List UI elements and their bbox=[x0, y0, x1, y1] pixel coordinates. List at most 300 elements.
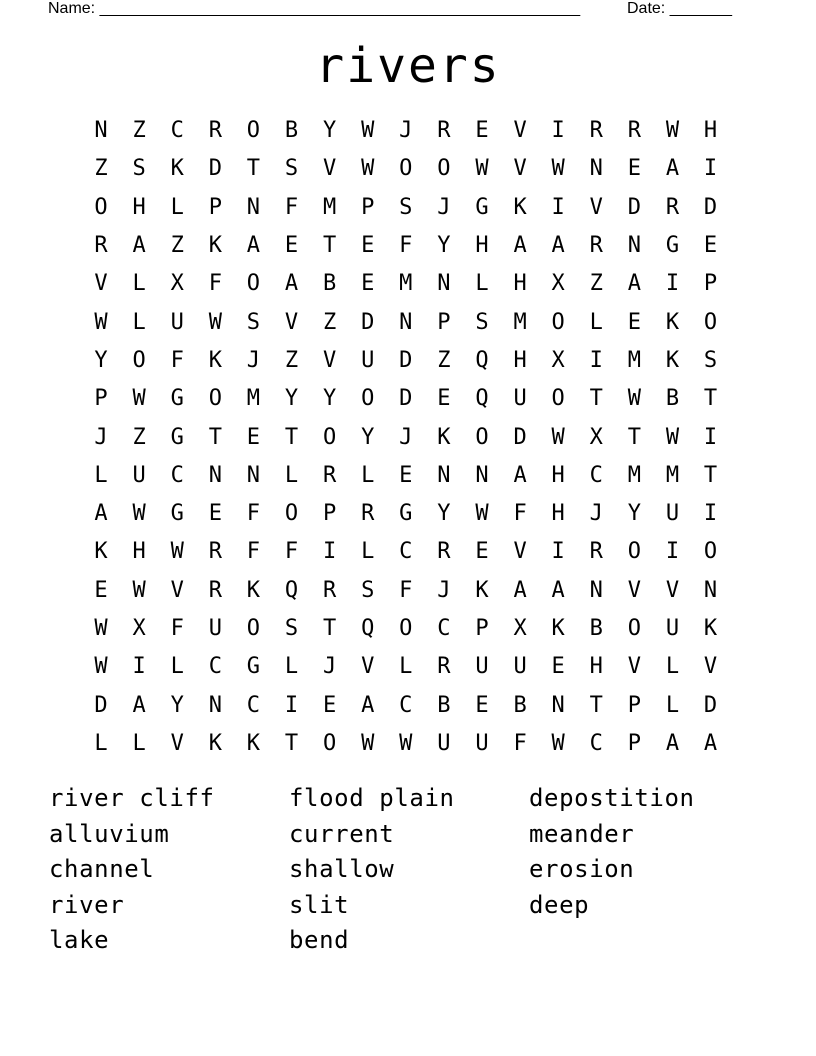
grid-cell: A bbox=[94, 501, 108, 527]
grid-cell: O bbox=[322, 730, 337, 756]
grid-cell: A bbox=[551, 233, 565, 259]
grid-cell: W bbox=[132, 386, 146, 412]
grid-cell: X bbox=[170, 271, 184, 297]
grid-cell: W bbox=[475, 156, 489, 182]
grid-cell: H bbox=[551, 501, 565, 527]
word-bank-item: lake bbox=[49, 926, 110, 954]
grid-cell: O bbox=[208, 386, 222, 412]
grid-row bbox=[82, 112, 730, 150]
grid-cell: V bbox=[627, 654, 641, 680]
grid-cell: K bbox=[475, 577, 489, 603]
grid-cell: L bbox=[94, 730, 108, 756]
grid-cell: U bbox=[665, 616, 680, 641]
grid-cell: A bbox=[284, 271, 299, 297]
grid-cell: L bbox=[132, 309, 146, 335]
grid-cell: P bbox=[627, 692, 641, 718]
grid-cell: F bbox=[284, 539, 299, 565]
grid-cell: N bbox=[208, 462, 222, 488]
grid-cell: G bbox=[665, 233, 680, 259]
grid-cell: B bbox=[589, 616, 603, 641]
grid-cell: O bbox=[284, 501, 299, 527]
page-title: rivers bbox=[315, 38, 501, 94]
grid-cell: Z bbox=[132, 118, 146, 144]
grid-cell: E bbox=[551, 654, 565, 680]
grid-cell: W bbox=[627, 386, 641, 412]
grid-cell: T bbox=[627, 424, 641, 450]
grid-cell: S bbox=[132, 156, 146, 182]
grid-cell: J bbox=[399, 424, 413, 450]
grid-cell: J bbox=[94, 424, 108, 450]
grid-cell: G bbox=[246, 654, 261, 680]
grid-cell: P bbox=[703, 271, 718, 297]
grid-cell: U bbox=[475, 654, 489, 680]
grid-cell: T bbox=[322, 616, 337, 641]
grid-cell: M bbox=[399, 271, 413, 297]
grid-cell: V bbox=[589, 194, 603, 220]
grid-row bbox=[82, 265, 730, 303]
grid-cell: D bbox=[627, 194, 641, 220]
grid-row bbox=[82, 342, 730, 380]
grid-cell: I bbox=[284, 692, 299, 718]
grid-cell: V bbox=[322, 156, 337, 182]
letter-grid bbox=[82, 112, 730, 763]
grid-cell: W bbox=[361, 730, 375, 756]
grid-cell: Y bbox=[437, 233, 451, 259]
grid-cell: A bbox=[132, 233, 146, 259]
grid-cell: W bbox=[94, 654, 108, 680]
grid-cell: O bbox=[551, 309, 565, 335]
grid-cell: H bbox=[132, 539, 146, 565]
grid-cell: L bbox=[399, 654, 413, 680]
grid-row bbox=[82, 380, 730, 418]
grid-cell: L bbox=[170, 194, 184, 220]
grid-cell: F bbox=[246, 501, 261, 527]
grid-cell: L bbox=[284, 654, 299, 680]
grid-cell: H bbox=[513, 271, 527, 297]
grid-cell: O bbox=[437, 156, 451, 182]
grid-cell: E bbox=[246, 424, 261, 450]
grid-cell: W bbox=[551, 424, 565, 450]
grid-cell: K bbox=[665, 309, 680, 335]
grid-cell: H bbox=[551, 462, 565, 488]
grid-cell: I bbox=[703, 424, 718, 450]
word-bank-item: alluvium bbox=[49, 819, 170, 848]
grid-cell: S bbox=[284, 616, 299, 641]
grid-cell: Z bbox=[132, 424, 146, 450]
grid-cell: W bbox=[361, 118, 375, 144]
grid-cell: I bbox=[589, 347, 603, 373]
grid-cell: E bbox=[475, 118, 489, 144]
grid-cell: R bbox=[437, 539, 451, 565]
grid-cell: I bbox=[322, 539, 337, 565]
grid-row bbox=[82, 686, 730, 724]
grid-cell: Y bbox=[322, 386, 337, 412]
grid-cell: O bbox=[246, 616, 261, 641]
grid-cell: H bbox=[589, 654, 603, 680]
grid-cell: O bbox=[94, 194, 108, 220]
grid-cell: T bbox=[589, 386, 603, 412]
grid-cell: V bbox=[513, 118, 527, 144]
grid-cell: W bbox=[132, 501, 146, 527]
grid-cell: Y bbox=[322, 118, 337, 144]
grid-cell: O bbox=[322, 424, 337, 450]
grid-cell: I bbox=[551, 539, 565, 565]
grid-cell: D bbox=[399, 386, 413, 412]
grid-cell: F bbox=[208, 271, 222, 297]
grid-cell: T bbox=[284, 424, 299, 450]
grid-row bbox=[82, 572, 730, 610]
grid-cell: E bbox=[475, 692, 489, 718]
grid-cell: T bbox=[703, 462, 718, 488]
grid-cell: D bbox=[703, 692, 718, 718]
grid-cell: G bbox=[399, 501, 413, 527]
grid-row bbox=[82, 150, 730, 188]
grid-cell: F bbox=[284, 194, 299, 220]
grid-cell: E bbox=[208, 501, 222, 527]
grid-cell: W bbox=[475, 501, 489, 527]
grid-cell: K bbox=[246, 730, 261, 756]
grid-cell: I bbox=[665, 271, 680, 297]
grid-cell: T bbox=[589, 692, 603, 718]
grid-cell: H bbox=[132, 194, 146, 220]
grid-cell: E bbox=[475, 539, 489, 565]
grid-cell: Z bbox=[437, 347, 451, 373]
grid-cell: W bbox=[665, 424, 680, 450]
grid-cell: N bbox=[399, 309, 413, 335]
grid-cell: M bbox=[627, 462, 641, 488]
grid-cell: U bbox=[170, 309, 184, 335]
grid-cell: K bbox=[208, 347, 222, 373]
grid-cell: Y bbox=[361, 424, 375, 450]
grid-cell: A bbox=[665, 156, 680, 182]
grid-cell: D bbox=[361, 309, 375, 335]
grid-cell: A bbox=[551, 577, 565, 603]
grid-cell: W bbox=[208, 309, 222, 335]
grid-cell: T bbox=[284, 730, 299, 756]
grid-cell: N bbox=[703, 577, 718, 603]
grid-cell: L bbox=[361, 462, 375, 488]
grid-cell: W bbox=[551, 730, 565, 756]
word-bank-item: shallow bbox=[289, 855, 395, 883]
grid-cell: U bbox=[475, 730, 489, 756]
grid-cell: E bbox=[284, 233, 299, 259]
grid-cell: Z bbox=[589, 271, 603, 297]
grid-row bbox=[82, 610, 730, 648]
grid-cell: N bbox=[551, 692, 565, 718]
grid-cell: R bbox=[208, 539, 222, 565]
grid-cell: Z bbox=[284, 347, 299, 373]
grid-cell: Q bbox=[475, 347, 489, 373]
grid-cell: D bbox=[94, 692, 108, 718]
grid-cell: G bbox=[170, 424, 184, 450]
grid-cell: M bbox=[246, 386, 261, 412]
grid-cell: D bbox=[513, 424, 527, 450]
grid-cell: H bbox=[703, 118, 718, 144]
grid-cell: Y bbox=[284, 386, 299, 412]
grid-cell: Q bbox=[475, 386, 489, 412]
grid-cell: D bbox=[399, 347, 413, 373]
grid-cell: L bbox=[665, 692, 680, 718]
grid-cell: B bbox=[665, 386, 680, 412]
grid-cell: O bbox=[132, 347, 146, 373]
word-bank-item: bend bbox=[289, 926, 350, 954]
grid-cell: C bbox=[399, 539, 413, 565]
grid-cell: V bbox=[627, 577, 641, 603]
grid-cell: H bbox=[475, 233, 489, 259]
grid-cell: N bbox=[208, 692, 222, 718]
grid-cell: P bbox=[361, 194, 375, 220]
grid-cell: A bbox=[513, 233, 527, 259]
grid-cell: F bbox=[513, 501, 527, 527]
grid-cell: E bbox=[361, 271, 375, 297]
grid-cell: A bbox=[246, 233, 261, 259]
grid-cell: O bbox=[246, 118, 261, 144]
grid-cell: M bbox=[665, 462, 680, 488]
grid-cell: S bbox=[703, 347, 718, 373]
grid-cell: F bbox=[170, 347, 184, 373]
grid-cell: S bbox=[284, 156, 299, 182]
grid-cell: J bbox=[322, 654, 337, 680]
grid-cell: N bbox=[589, 577, 603, 603]
grid-cell: K bbox=[665, 347, 680, 373]
grid-cell: Y bbox=[627, 501, 641, 527]
grid-cell: T bbox=[322, 233, 337, 259]
grid-cell: C bbox=[170, 462, 184, 488]
grid-cell: R bbox=[322, 462, 337, 488]
word-bank-item: slit bbox=[289, 890, 350, 919]
grid-cell: C bbox=[399, 692, 413, 718]
grid-row bbox=[82, 189, 730, 227]
grid-row bbox=[82, 227, 730, 265]
grid-cell: A bbox=[665, 730, 680, 756]
grid-cell: L bbox=[475, 271, 489, 297]
grid-cell: C bbox=[246, 692, 261, 718]
word-bank-item: river cliff bbox=[49, 784, 215, 812]
grid-cell: G bbox=[475, 194, 489, 220]
grid-cell: G bbox=[170, 501, 184, 527]
grid-cell: W bbox=[399, 730, 413, 756]
grid-cell: S bbox=[246, 309, 261, 335]
grid-cell: V bbox=[665, 577, 680, 603]
grid-cell: N bbox=[94, 118, 108, 144]
grid-cell: J bbox=[399, 118, 413, 144]
grid-cell: B bbox=[513, 692, 527, 718]
grid-cell: E bbox=[94, 577, 108, 603]
grid-cell: K bbox=[703, 616, 718, 641]
grid-cell: K bbox=[208, 730, 222, 756]
grid-cell: P bbox=[475, 616, 489, 641]
grid-cell: V bbox=[703, 654, 718, 680]
grid-cell: Z bbox=[170, 233, 184, 259]
grid-cell: A bbox=[513, 462, 527, 488]
grid-cell: A bbox=[361, 692, 375, 718]
grid-cell: V bbox=[170, 730, 184, 756]
grid-cell: N bbox=[627, 233, 641, 259]
grid-cell: R bbox=[589, 539, 603, 565]
grid-cell: L bbox=[94, 462, 108, 488]
grid-cell: T bbox=[703, 386, 718, 412]
grid-cell: J bbox=[437, 577, 451, 603]
grid-cell: U bbox=[513, 654, 527, 680]
grid-cell: S bbox=[399, 194, 413, 220]
grid-cell: V bbox=[513, 539, 527, 565]
grid-cell: A bbox=[513, 577, 527, 603]
grid-cell: F bbox=[399, 577, 413, 603]
grid-cell: U bbox=[208, 616, 222, 641]
word-bank-item: channel bbox=[49, 855, 155, 883]
grid-cell: O bbox=[361, 386, 375, 412]
grid-cell: K bbox=[170, 156, 184, 182]
grid-cell: C bbox=[170, 118, 184, 144]
grid-row bbox=[82, 303, 730, 341]
grid-cell: B bbox=[284, 118, 299, 144]
grid-cell: Z bbox=[94, 156, 108, 182]
grid-cell: I bbox=[703, 156, 718, 182]
grid-cell: U bbox=[361, 347, 375, 373]
word-bank-item: depostition bbox=[529, 784, 695, 812]
grid-cell: Q bbox=[361, 616, 375, 641]
grid-cell: E bbox=[437, 386, 451, 412]
grid-cell: L bbox=[361, 539, 375, 565]
grid-cell: E bbox=[322, 692, 337, 718]
grid-cell: U bbox=[665, 501, 680, 527]
grid-cell: J bbox=[589, 501, 603, 527]
grid-cell: E bbox=[399, 462, 413, 488]
grid-cell: L bbox=[132, 271, 146, 297]
grid-cell: E bbox=[627, 309, 641, 335]
grid-cell: W bbox=[170, 539, 184, 565]
word-column-3 bbox=[529, 781, 764, 923]
grid-cell: K bbox=[513, 194, 527, 220]
grid-cell: S bbox=[475, 309, 489, 335]
grid-cell: K bbox=[208, 233, 222, 259]
grid-cell: U bbox=[437, 730, 451, 756]
grid-cell: G bbox=[170, 386, 184, 412]
grid-cell: N bbox=[475, 462, 489, 488]
grid-cell: O bbox=[703, 309, 718, 335]
date-field-label: Date: _______ bbox=[627, 0, 732, 17]
grid-cell: O bbox=[703, 539, 718, 565]
grid-cell: M bbox=[513, 309, 527, 335]
grid-cell: M bbox=[627, 347, 641, 373]
grid-cell: C bbox=[208, 654, 222, 680]
grid-cell: R bbox=[361, 501, 375, 527]
grid-cell: Z bbox=[322, 309, 337, 335]
grid-cell: F bbox=[399, 233, 413, 259]
grid-cell: K bbox=[246, 577, 261, 603]
grid-cell: Y bbox=[94, 347, 108, 373]
grid-cell: L bbox=[170, 654, 184, 680]
grid-cell: R bbox=[322, 577, 337, 603]
word-bank-item: current bbox=[289, 819, 395, 848]
grid-cell: R bbox=[589, 233, 603, 259]
grid-cell: D bbox=[703, 194, 718, 220]
grid-cell: O bbox=[551, 386, 565, 412]
grid-cell: R bbox=[208, 118, 222, 144]
grid-cell: W bbox=[551, 156, 565, 182]
grid-cell: V bbox=[361, 654, 375, 680]
grid-cell: A bbox=[627, 271, 641, 297]
grid-cell: I bbox=[551, 194, 565, 220]
grid-cell: E bbox=[361, 233, 375, 259]
grid-cell: V bbox=[94, 271, 108, 297]
grid-cell: W bbox=[94, 616, 108, 641]
grid-cell: R bbox=[437, 118, 451, 144]
grid-cell: A bbox=[132, 692, 146, 718]
grid-cell: C bbox=[589, 462, 603, 488]
grid-cell: U bbox=[513, 386, 527, 412]
word-bank-item: river bbox=[49, 890, 125, 919]
grid-cell: P bbox=[94, 386, 108, 412]
grid-cell: T bbox=[208, 424, 222, 450]
grid-cell: K bbox=[94, 539, 108, 565]
grid-cell: Y bbox=[170, 692, 184, 718]
grid-cell: X bbox=[513, 616, 527, 641]
grid-cell: V bbox=[170, 577, 184, 603]
grid-cell: B bbox=[437, 692, 451, 718]
grid-cell: E bbox=[627, 156, 641, 182]
grid-cell: W bbox=[94, 309, 108, 335]
grid-cell: I bbox=[132, 654, 146, 680]
grid-cell: E bbox=[703, 233, 718, 259]
grid-cell: T bbox=[246, 156, 261, 182]
grid-cell: R bbox=[437, 654, 451, 680]
grid-row bbox=[82, 495, 730, 533]
grid-cell: W bbox=[132, 577, 146, 603]
grid-cell: D bbox=[208, 156, 222, 182]
grid-cell: R bbox=[665, 194, 680, 220]
grid-cell: I bbox=[703, 501, 718, 527]
word-bank-item: deep bbox=[529, 890, 590, 919]
grid-cell: N bbox=[589, 156, 603, 182]
grid-cell: V bbox=[322, 347, 337, 373]
grid-cell: P bbox=[208, 194, 222, 220]
grid-cell: R bbox=[94, 233, 108, 259]
grid-cell: N bbox=[437, 462, 451, 488]
grid-cell: R bbox=[208, 577, 222, 603]
grid-cell: K bbox=[551, 616, 565, 641]
grid-cell: O bbox=[399, 156, 413, 182]
grid-cell: N bbox=[246, 462, 261, 488]
grid-cell: O bbox=[475, 424, 489, 450]
grid-cell: L bbox=[284, 462, 299, 488]
grid-cell: W bbox=[361, 156, 375, 182]
grid-cell: I bbox=[551, 118, 565, 144]
grid-row bbox=[82, 648, 730, 686]
grid-cell: F bbox=[513, 730, 527, 756]
word-bank-item: meander bbox=[529, 819, 635, 848]
grid-cell: B bbox=[322, 271, 337, 297]
grid-row bbox=[82, 457, 730, 495]
grid-cell: C bbox=[589, 730, 603, 756]
grid-cell: J bbox=[437, 194, 451, 220]
grid-cell: A bbox=[703, 730, 718, 756]
name-field-label: Name: ______________________________________________________ bbox=[48, 0, 581, 17]
grid-cell: R bbox=[589, 118, 603, 144]
grid-cell: V bbox=[284, 309, 299, 335]
grid-cell: M bbox=[322, 194, 337, 220]
grid-cell: W bbox=[665, 118, 680, 144]
grid-cell: I bbox=[665, 539, 680, 565]
grid-cell: U bbox=[132, 462, 146, 488]
grid-cell: N bbox=[246, 194, 261, 220]
grid-cell: X bbox=[551, 271, 565, 297]
grid-row bbox=[82, 725, 730, 763]
grid-cell: R bbox=[627, 118, 641, 144]
word-bank-item: flood plain bbox=[289, 784, 455, 812]
grid-cell: O bbox=[627, 616, 641, 641]
grid-cell: F bbox=[170, 616, 184, 641]
